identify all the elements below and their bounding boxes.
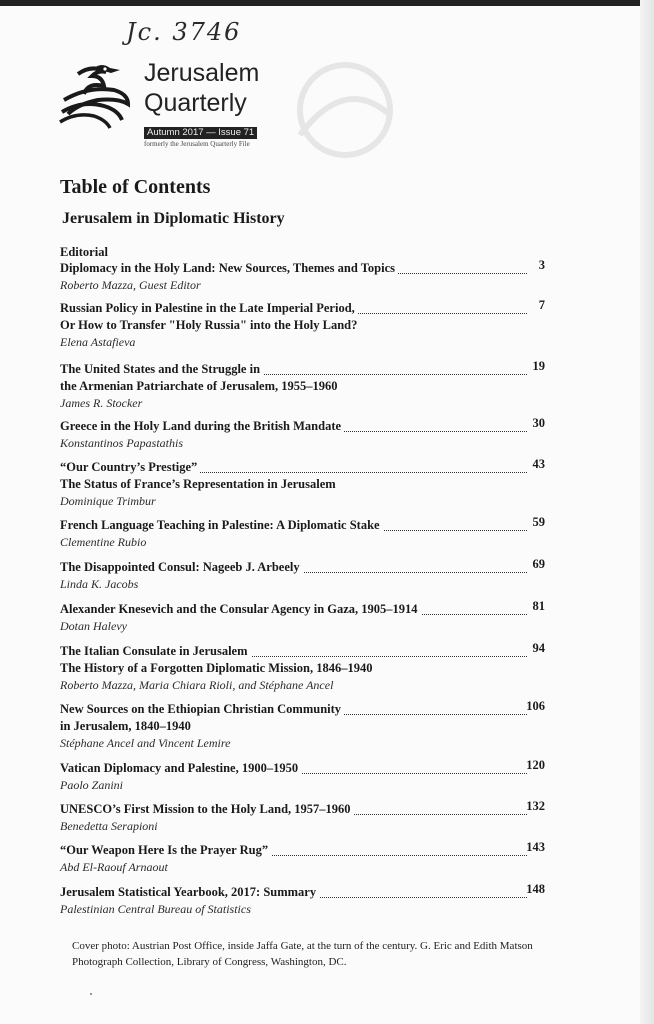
page-top-edge [0,0,654,6]
handwritten-annotation: Jc. 3746 [126,18,242,46]
journal-name-line2: Quarterly [144,89,247,117]
cover-photo-credit: Cover photo: Austrian Post Office, inside Jaffa Gate, at the turn of the century. G. Eric and Edith Matson Photograph Collection, Library of Congress, Washington, DC. [72,940,533,968]
section-label: Editorial [60,245,111,259]
entry-title: The Italian Consulate in Jerusalem [60,644,251,658]
entry-author: Dotan Halevy [60,619,127,633]
page-number: 3 [538,258,545,272]
entry-author: Linda K. Jacobs [60,577,139,591]
entry-title: UNESCO’s First Mission to the Holy Land, 1957–1960 [60,802,354,816]
entry-author: Benedetta Serapioni [60,819,158,833]
page-number: 81 [532,599,545,613]
issue-badge: Autumn 2017 — Issue 71 [144,127,257,139]
entry-title-line2: the Armenian Patriarchate of Jerusalem, 1955–1960 [60,379,341,393]
entry-title: The Disappointed Consul: Nageeb J. Arbeely [60,560,303,574]
page-number: 132 [526,799,545,813]
entry-title: Greece in the Holy Land during the British Mandate [60,419,344,433]
toc-entry[interactable] [60,359,545,413]
toc-entry[interactable] [60,641,545,695]
scan-speck [90,993,92,995]
page-number: 94 [532,641,545,655]
toc-entry[interactable] [60,457,545,511]
entry-author: Konstantinos Papastathis [60,436,184,450]
entry-author: Palestinian Central Bureau of Statistics [60,902,251,916]
entry-author: James R. Stocker [60,396,143,410]
entry-title: Russian Policy in Palestine in the Late Imperial Period, [60,301,358,315]
entry-author: Paolo Zanini [60,778,124,792]
entry-title: “Our Weapon Here Is the Prayer Rug” [60,843,271,857]
toc-entry[interactable] [60,298,545,352]
entry-author: Roberto Mazza, Guest Editor [60,278,201,292]
page-number: 43 [532,457,545,471]
page-number: 143 [526,840,545,854]
toc-entry[interactable] [60,758,545,795]
toc-entry[interactable] [60,258,545,295]
page-number: 106 [526,699,545,713]
entry-title: Diplomacy in the Holy Land: New Sources, Themes and Topics [60,261,398,275]
toc-entry[interactable] [60,699,545,753]
page-number: 120 [526,758,545,772]
toc-entry[interactable] [60,882,545,919]
entry-author: Dominique Trimbur [60,494,156,508]
theme-heading: Jerusalem in Diplomatic History [62,210,285,227]
toc-entry[interactable] [60,840,545,877]
journal-logo-bird-icon [58,60,132,130]
page-right-edge [640,0,654,1024]
toc-entry[interactable] [60,799,545,836]
editorial-label [60,245,545,262]
page-number: 7 [538,298,545,312]
entry-title: French Language Teaching in Palestine: A Diplomatic Stake [60,518,383,532]
entry-title-line2: in Jerusalem, 1840–1940 [60,719,194,733]
toc-entry[interactable] [60,416,545,453]
entry-author: Roberto Mazza, Maria Chiara Rioli, and Stéphane Ancel [60,678,334,692]
entry-title: Alexander Knesevich and the Consular Agency in Gaza, 1905–1914 [60,602,421,616]
bleed-through-logo [280,55,410,165]
entry-author: Elena Astafieva [60,335,136,349]
page-title: Table of Contents [60,176,211,198]
entry-title-line2: The Status of France’s Representation in Jerusalem [60,477,339,491]
entry-author: Clementine Rubio [60,535,147,549]
entry-author: Stéphane Ancel and Vincent Lemire [60,736,231,750]
entry-title-line2: The History of a Forgotten Diplomatic Mission, 1846–1940 [60,661,375,675]
entry-title: The United States and the Struggle in [60,362,263,376]
formerly-note: formerly the Jerusalem Quarterly File [144,140,250,148]
journal-name-line1: Jerusalem [144,59,260,87]
page-number: 69 [532,557,545,571]
toc-entry[interactable] [60,599,545,636]
entry-title: New Sources on the Ethiopian Christian Community [60,702,344,716]
entry-author: Abd El-Raouf Arnaout [60,860,168,874]
entry-title: Vatican Diplomacy and Palestine, 1900–1950 [60,761,301,775]
toc-entry[interactable] [60,515,545,552]
page-number: 59 [532,515,545,529]
toc-entry[interactable] [60,557,545,594]
entry-title: Jerusalem Statistical Yearbook, 2017: Summary [60,885,319,899]
page-number: 19 [532,359,545,373]
page-number: 148 [526,882,545,896]
entry-title-line2: Or How to Transfer "Holy Russia" into the Holy Land? [60,318,360,332]
entry-title: “Our Country’s Prestige” [60,460,200,474]
page-number: 30 [532,416,545,430]
